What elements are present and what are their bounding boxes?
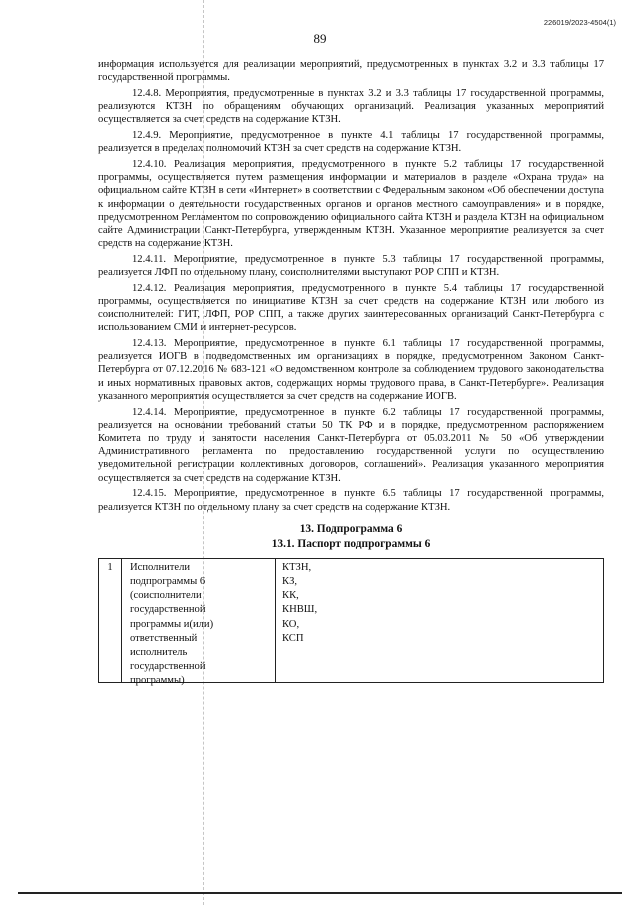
label-line: государственной [130, 604, 206, 616]
label-cell [122, 559, 276, 687]
label-line: Исполнители [130, 561, 191, 573]
paragraph-continuation: информация используется для реализации мероприятий, предусмотренных в пунктах 3.2 и 3.3 таблицы 17 государственной программы. [98, 59, 604, 84]
label-line: (соисполнители [130, 590, 202, 602]
paragraph-12-4-15: 12.4.15. Мероприятие, предусмотренное в пункте 6.5 таблицы 17 государственной программы, реализуется КТЗН по отдельному плану за счет средств на содержание КТЗН. [98, 488, 604, 513]
label-line: ответственный [130, 632, 198, 644]
label-line: программы и(или) [130, 618, 214, 630]
value-line: КСП [282, 632, 304, 644]
value-line: КЗ, [282, 575, 298, 587]
value-cell [276, 559, 603, 682]
paragraph-12-4-14: 12.4.14. Мероприятие, предусмотренное в пункте 6.2 таблицы 17 государственной программы, реализуется на основании требований статьи 50 ТК РФ и в порядке, предусмотренном распоряжением Комитета по труду и занятости населения Санкт-Петербурга от 05.03.2011 № 50 «Об утверждении Административного регламента по предоставлению государственной услуги по осуществлению уведомительной регистрации коллективных договоров, соглашений». Реализация указанного мероприятия осуществляется за счет средств на содержание КТЗН. [98, 406, 604, 484]
value-line: КНВШ, [282, 604, 318, 616]
paragraph-12-4-8: 12.4.8. Мероприятия, предусмотренные в пунктах 3.2 и 3.3 таблицы 17 государственной программы, реализуются КТЗН по обращениям обучающих организаций. Реализация указанных мероприятий осуществляется за счет средств на содержание КТЗН. [98, 87, 604, 126]
paragraph-12-4-11: 12.4.11. Мероприятие, предусмотренное в пункте 5.3 таблицы 17 государственной программы, реализуется ЛФП по отдельному плану, соисполнителями выступают РОР СПП и КТЗН. [98, 253, 604, 279]
page-number: 89 [313, 31, 327, 46]
document-id: 226019/2023-4504(1) [543, 18, 616, 27]
passport-table [98, 558, 604, 687]
label-line: подпрограммы 6 [130, 575, 206, 587]
label-line: программы) [130, 675, 185, 687]
value-line: КТЗН, [282, 561, 312, 573]
row-number-cell: 1 [99, 559, 122, 682]
label-line: исполнитель [130, 646, 188, 658]
paragraph-12-4-9: 12.4.9. Мероприятие, предусмотренное в пункте 4.1 таблицы 17 государственной программы, реализуется в пределах полномочий КТЗН за счет средств на содержание КТЗН. [98, 130, 604, 155]
scan-bottom-edge [18, 892, 622, 894]
value-line: КК, [282, 590, 299, 602]
paragraph-12-4-13: 12.4.13. Мероприятие, предусмотренное в пункте 6.1 таблицы 17 государственной программы, реализуется ИОГВ в подведомственных им организациях в порядке, предусмотренном Законом Санкт-Петербурга от 07.12.2016 № 683-121 «О ведомственном контроле за соблюдением трудового законодательства и иных нормативных правовых актов, содержащих нормы трудового права, в Санкт-Петербурге». Реализация указанного мероприятия осуществляется за счет средств на содержание ИОГВ. [98, 338, 604, 402]
label-line: государственной [130, 661, 206, 673]
paragraph-12-4-10: 12.4.10. Реализация мероприятия, предусмотренного в пункте 5.2 таблицы 17 государственной программы, осуществляется путем размещения информации и материалов в разделе «Охрана труда» на официальном сайте КТЗН в сети «Интернет» в соответствии с Федеральным законом «Об обеспечении доступа к информации о деятельности государственных органов и органов местного самоуправления» и в порядке, предусмотренном Регламентом по сопровождению официального сайта КТЗН и раздела КТЗН на официальном сайте Администрации Санкт-Петербурга, утвержденным КТЗН. Указанное мероприятие реализуется за счет средств на содержание КТЗН. [98, 158, 604, 250]
value-line: КО, [282, 618, 300, 630]
paragraph-12-4-12: 12.4.12. Реализация мероприятия, предусмотренного в пункте 5.4 таблицы 17 государственной программы, осуществляется по инициативе КТЗН за счет средств на содержание КТЗН или любого из соисполнителей: ГИТ, ЛФП, РОР СПП, а также других заинтересованных организаций Санкт-Петербурга с использованием СМИ и интернет-ресурсов. [98, 282, 604, 334]
section-title: 13. Подпрограмма 6 [299, 522, 403, 535]
document-body [98, 58, 604, 687]
section-subtitle: 13.1. Паспорт подпрограммы 6 [271, 537, 431, 550]
